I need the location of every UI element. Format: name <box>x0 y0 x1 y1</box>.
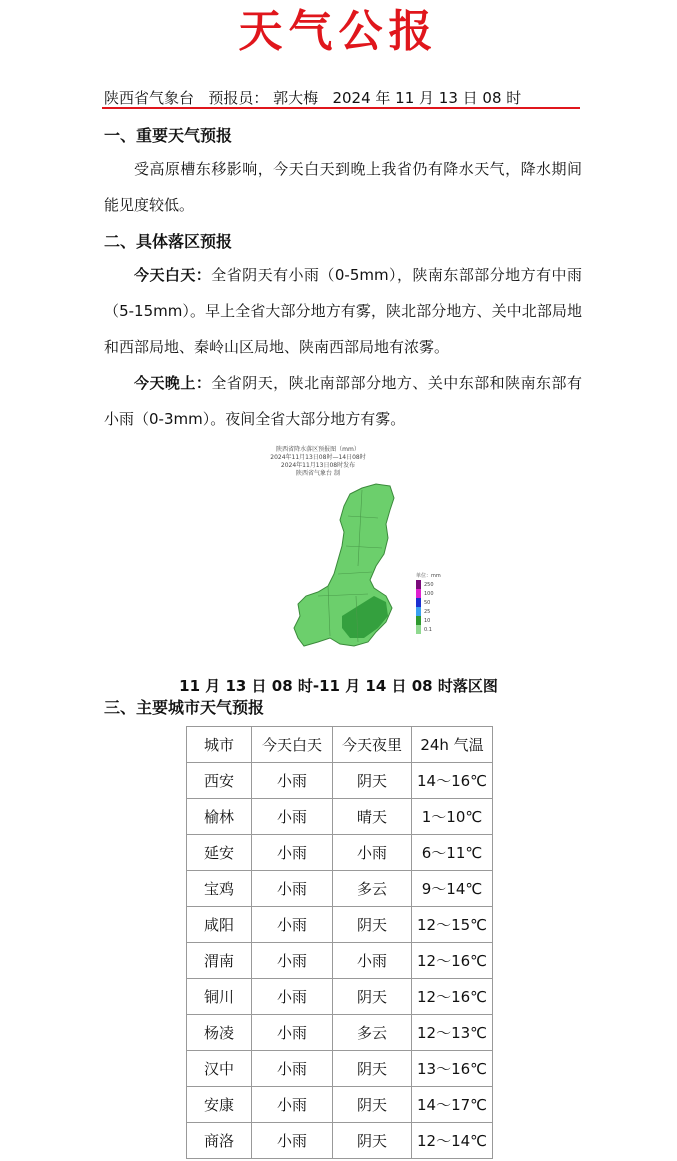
city-cell: 延安 <box>187 835 252 871</box>
forecaster-label: 预报员： <box>208 89 269 107</box>
night-weather-cell: 阴天 <box>333 1051 412 1087</box>
night-weather-cell: 小雨 <box>333 835 412 871</box>
map-title: 陕西省降水落区预报图（mm） <box>276 446 360 453</box>
legend-label: 10 <box>424 617 431 624</box>
legend-label: 25 <box>424 608 431 615</box>
day-label: 今天白天： <box>134 266 212 284</box>
section2-day-paragraph <box>104 257 582 365</box>
table-row <box>187 943 493 979</box>
table-row <box>187 1123 493 1159</box>
day-weather-cell: 小雨 <box>252 1015 333 1051</box>
legend-swatch <box>416 616 421 625</box>
temperature-cell: 14～17℃ <box>412 1087 493 1123</box>
temperature-cell: 14～16℃ <box>412 763 493 799</box>
day-weather-cell: 小雨 <box>252 1123 333 1159</box>
column-header-night: 今天夜里 <box>333 727 412 763</box>
legend-item <box>416 607 446 616</box>
legend-swatch <box>416 625 421 634</box>
city-cell: 宝鸡 <box>187 871 252 907</box>
night-weather-cell: 多云 <box>333 871 412 907</box>
city-forecast-table <box>186 726 493 1159</box>
city-cell: 杨凌 <box>187 1015 252 1051</box>
temperature-cell: 12～14℃ <box>412 1123 493 1159</box>
city-cell: 安康 <box>187 1087 252 1123</box>
table-row <box>187 835 493 871</box>
legend-swatch <box>416 598 421 607</box>
temperature-cell: 1～10℃ <box>412 799 493 835</box>
legend-title: 单位：mm <box>416 573 441 579</box>
city-cell: 渭南 <box>187 943 252 979</box>
table-row <box>187 1051 493 1087</box>
night-weather-cell: 阴天 <box>333 907 412 943</box>
city-cell: 汉中 <box>187 1051 252 1087</box>
legend-label: 0.1 <box>424 626 432 633</box>
section2-heading: 二、具体落区预报 <box>104 232 233 251</box>
table-row <box>187 979 493 1015</box>
table-row <box>187 871 493 907</box>
section1-text: 受高原槽东移影响，今天白天到晚上我省仍有降水天气，降水期间能见度较低。 <box>104 160 582 214</box>
temperature-cell: 13～16℃ <box>412 1051 493 1087</box>
bulletin-meta <box>104 88 521 108</box>
night-weather-cell: 阴天 <box>333 763 412 799</box>
section3-heading: 三、主要城市天气预报 <box>104 698 265 717</box>
table-row <box>187 799 493 835</box>
table-row <box>187 907 493 943</box>
day-text: 全省阴天有小雨（0-5mm），陕南东部部分地方有中雨（5-15mm）。早上全省大部分地方有雾，陕北部分地方、关中北部局地和西部局地、秦岭山区局地、陕南西部局地有浓雾。 <box>104 266 582 356</box>
map-issued: 2024年11月13日08时发布 <box>280 462 356 469</box>
day-weather-cell: 小雨 <box>252 1051 333 1087</box>
night-weather-cell: 多云 <box>333 1015 412 1051</box>
night-text: 全省阴天，陕北南部部分地方、关中东部和陕南东部有小雨（0-3mm）。夜间全省大部分地方有雾。 <box>104 374 582 428</box>
map-legend <box>416 572 446 634</box>
column-header-city: 城市 <box>187 727 252 763</box>
legend-item <box>416 598 446 607</box>
city-cell: 榆林 <box>187 799 252 835</box>
column-header-day: 今天白天 <box>252 727 333 763</box>
map-producer: 陕西省气象台 制 <box>296 470 340 477</box>
legend-item <box>416 580 446 589</box>
legend-item <box>416 625 446 634</box>
bulletin-title: 天气公报 <box>238 6 439 57</box>
section2-night-paragraph <box>104 365 582 437</box>
legend-swatch <box>416 580 421 589</box>
night-weather-cell: 晴天 <box>333 799 412 835</box>
city-cell: 商洛 <box>187 1123 252 1159</box>
table-row <box>187 1015 493 1051</box>
map-period: 2024年11月13日08时—14日08时 <box>270 454 366 461</box>
column-header-temp: 24h 气温 <box>412 727 493 763</box>
city-cell: 铜川 <box>187 979 252 1015</box>
day-weather-cell: 小雨 <box>252 799 333 835</box>
legend-swatch <box>416 589 421 598</box>
night-weather-cell: 阴天 <box>333 979 412 1015</box>
night-weather-cell: 阴天 <box>333 1087 412 1123</box>
night-weather-cell: 小雨 <box>333 943 412 979</box>
day-weather-cell: 小雨 <box>252 907 333 943</box>
agency-name: 陕西省气象台 <box>104 89 195 107</box>
table-row <box>187 763 493 799</box>
day-weather-cell: 小雨 <box>252 835 333 871</box>
legend-item <box>416 616 446 625</box>
temperature-cell: 12～16℃ <box>412 979 493 1015</box>
legend-label: 100 <box>424 590 434 597</box>
issue-datetime: 2024 年 11 月 13 日 08 时 <box>332 89 522 107</box>
legend-label: 50 <box>424 599 431 606</box>
temperature-cell: 12～16℃ <box>412 943 493 979</box>
temperature-cell: 9～14℃ <box>412 871 493 907</box>
precipitation-map <box>258 446 448 658</box>
temperature-cell: 12～15℃ <box>412 907 493 943</box>
legend-swatch <box>416 607 421 616</box>
day-weather-cell: 小雨 <box>252 871 333 907</box>
section1-heading: 一、重要天气预报 <box>104 126 233 145</box>
map-caption: 11 月 13 日 08 时-11 月 14 日 08 时落区图 <box>179 677 498 695</box>
night-label: 今天晚上： <box>134 374 212 392</box>
temperature-cell: 6～11℃ <box>412 835 493 871</box>
forecaster-name: 郭大梅 <box>273 89 319 107</box>
table-row <box>187 1087 493 1123</box>
temperature-cell: 12～13℃ <box>412 1015 493 1051</box>
city-cell: 咸阳 <box>187 907 252 943</box>
legend-label: 250 <box>424 581 434 588</box>
header-divider <box>102 107 580 109</box>
city-cell: 西安 <box>187 763 252 799</box>
legend-item <box>416 589 446 598</box>
day-weather-cell: 小雨 <box>252 979 333 1015</box>
day-weather-cell: 小雨 <box>252 943 333 979</box>
day-weather-cell: 小雨 <box>252 1087 333 1123</box>
table-header-row <box>187 727 493 763</box>
day-weather-cell: 小雨 <box>252 763 333 799</box>
night-weather-cell: 阴天 <box>333 1123 412 1159</box>
